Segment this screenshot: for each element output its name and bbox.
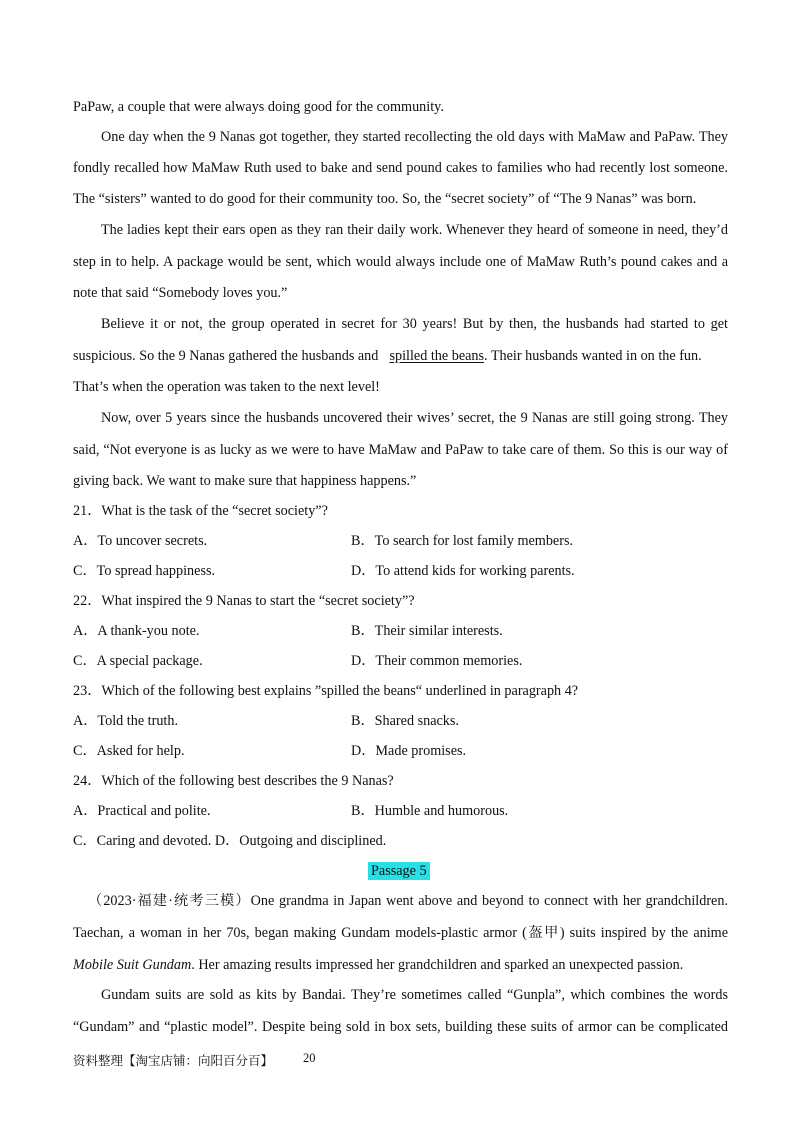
option: A．To uncover secrets. <box>73 533 208 549</box>
paragraph-line: That’s when the operation was taken to the next level! <box>73 379 380 395</box>
option: C．Asked for help. <box>73 743 185 759</box>
paragraph-line: PaPaw, a couple that were always doing good for the community. <box>73 99 444 115</box>
paragraph-line: “Gundam” and “plastic model”. Despite being sold in box sets, building these suits of armor can be complicated <box>73 1019 728 1035</box>
option: D．Made promises. <box>351 743 467 759</box>
question-stem: 22．What inspired the 9 Nanas to start the “secret society”? <box>73 593 415 609</box>
paragraph-line: Believe it or not, the group operated in secret for 30 years! But by then, the husbands had started to get <box>101 316 728 332</box>
paragraph-line: fondly recalled how MaMaw Ruth used to bake and send pound cakes to families who had recently lost someone. <box>73 160 728 176</box>
paragraph-line: The “sisters” wanted to do good for their community too. So, the “secret society” of “The 9 Nanas” was born. <box>73 191 697 207</box>
paragraph-line: The ladies kept their ears open as they ran their daily work. Whenever they heard of someone in need, they’d <box>101 222 728 238</box>
option: B．Shared snacks. <box>351 713 459 729</box>
paragraph-line: Now, over 5 years since the husbands uncovered their wives’ secret, the 9 Nanas are still going strong. They <box>101 410 728 426</box>
paragraph-line: note that said “Somebody loves you.” <box>73 285 288 301</box>
paragraph-line: Gundam suits are sold as kits by Bandai. They’re sometimes called “Gunpla”, which combines the words <box>101 987 728 1003</box>
question-stem: 24．Which of the following best describes the 9 Nanas? <box>73 773 394 789</box>
paragraph-line: said, “Not everyone is as lucky as we were to have MaMaw and PaPaw to take care of them. So this is our way of <box>73 442 728 458</box>
option: A．A thank-you note. <box>73 623 200 639</box>
paragraph-line: giving back. We want to make sure that happiness happens.” <box>73 473 417 489</box>
paragraph-line: Taechan, a woman in her 70s, began making Gundam models-plastic armor (盔甲) suits inspired by the anime <box>73 925 728 941</box>
option: C．To spread happiness. <box>73 563 216 579</box>
option: B．Humble and humorous. <box>351 803 509 819</box>
text-segment: suspicious. So the 9 Nanas gathered the husbands and <box>73 348 379 364</box>
question-stem: 23．Which of the following best explains ”spilled the beans“ underlined in paragraph 4? <box>73 683 579 699</box>
option: A．Practical and polite. <box>73 803 211 819</box>
paragraph-line: One day when the 9 Nanas got together, they started recollecting the old days with MaMaw and PaPaw. They <box>101 129 728 145</box>
option: D．To attend kids for working parents. <box>351 563 575 579</box>
paragraph-line-underlined <box>73 347 728 365</box>
text-segment: . Their husbands wanted in on the fun. <box>484 348 702 364</box>
passage-title: Passage 5 <box>368 862 430 880</box>
page-number: 20 <box>303 1051 316 1065</box>
paragraph-line: step in to help. A package would be sent, which would always include one of MaMaw Ruth’s pound cakes and a <box>73 254 728 270</box>
option: B．To search for lost family members. <box>351 533 574 549</box>
paragraph-line: （2023·福建·统考三模）One grandma in Japan went above and beyond to connect with her grandchildren. <box>88 893 728 909</box>
question-stem: 21．What is the task of the “secret society”? <box>73 503 328 519</box>
option: D．Their common memories. <box>351 653 523 669</box>
option: A．Told the truth. <box>73 713 179 729</box>
italic-title: Mobile Suit Gundam <box>73 957 192 973</box>
paragraph-line-italic <box>73 956 728 974</box>
option: B．Their similar interests. <box>351 623 503 639</box>
underlined-phrase: spilled the beans <box>389 348 485 364</box>
option: C．Caring and devoted. D．Outgoing and disciplined. <box>73 833 387 849</box>
option: C．A special package. <box>73 653 203 669</box>
footer-source: 资料整理【淘宝店铺：向阳百分百】 <box>73 1053 274 1068</box>
text-segment: . Her amazing results impressed her grandchildren and sparked an unexpected passion. <box>191 957 684 973</box>
